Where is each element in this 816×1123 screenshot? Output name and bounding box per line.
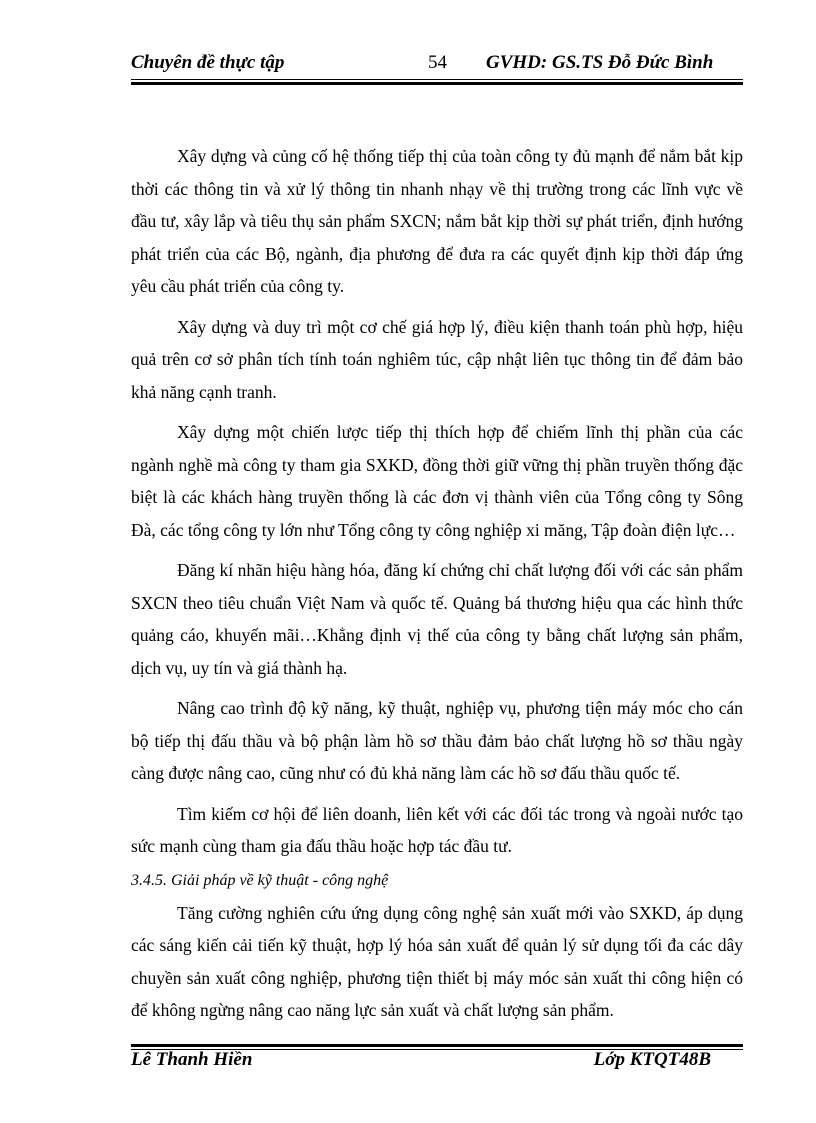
body-paragraph: Xây dựng và củng cố hệ thống tiếp thị của toàn công ty đủ mạnh để nắm bắt kịp thời các thông tin và xử lý thông tin nhanh nhạy về thị trường trong các lĩnh vực về đầu tư, xây lắp và tiêu thụ sản phẩm SXCN; nắm bắt kịp thời sự phát triển, định hướng phát triển của các Bộ, ngành, địa phương để đưa ra các quyết định kịp thời đáp ứng yêu cầu phát triển của công ty. (131, 146, 743, 296)
header-supervisor: GVHD: GS.TS Đỗ Đức Bình (486, 52, 714, 73)
body-paragraph: Tìm kiếm cơ hội để liên doanh, liên kết với các đối tác trong và ngoài nước tạo sức mạnh cùng tham gia đấu thầu hoặc hợp tác đầu tư. (131, 803, 743, 856)
body-paragraph: Tăng cường nghiên cứu ứng dụng công nghệ sản xuất mới vào SXKD, áp dụng các sáng kiến cải tiến kỹ thuật, hợp lý hóa sản xuất để quản lý sử dụng tối đa các dây chuyền sản xuất công nghiệp, phương tiện thiết bị máy móc sản xuất thi công hiện có để không ngừng nâng cao năng lực sản xuất và chất lượng sản phẩm. (131, 902, 743, 1020)
footer-author: Lê Thanh Hiền (131, 1049, 253, 1070)
body-paragraph: Xây dựng một chiến lược tiếp thị thích hợp để chiếm lĩnh thị phần của các ngành nghề mà công ty tham gia SXKD, đồng thời giữ vững thị phần truyền thống đặc biệt là các khách hàng truyền thống là các đơn vị thành viên của Tổng công ty Sông Đà, các tổng công ty lớn như Tổng công ty công nghiệp xi măng, Tập đoàn điện lực… (131, 422, 743, 540)
body-paragraph: Nâng cao trình độ kỹ năng, kỹ thuật, nghiệp vụ, phương tiện máy móc cho cán bộ tiếp thị đấu thầu và bộ phận làm hồ sơ thầu đảm bảo chất lượng hồ sơ thầu ngày càng được nâng cao, cũng như có đủ khả năng làm các hồ sơ đấu thầu quốc tế. (131, 698, 743, 783)
body-paragraph: Đăng kí nhãn hiệu hàng hóa, đăng kí chứng chỉ chất lượng đối với các sản phẩm SXCN theo tiêu chuẩn Việt Nam và quốc tế. Quảng bá thương hiệu qua các hình thức quảng cáo, khuyến mãi…Khẳng định vị thế của công ty bằng chất lượng sản phẩm, dịch vụ, uy tín và giá thành hạ. (131, 560, 743, 678)
page-number: 54 (428, 52, 447, 73)
footer-class: Lớp KTQT48B (593, 1049, 711, 1070)
document-body (131, 140, 743, 1035)
page-header (131, 50, 743, 80)
body-paragraph: Xây dựng và duy trì một cơ chế giá hợp lý, điều kiện thanh toán phù hợp, hiệu quả trên cơ sở phân tích tính toán nghiêm túc, cập nhật liên tục thông tin để đảm bảo khả năng cạnh tranh. (131, 316, 743, 402)
header-rule (131, 79, 743, 85)
page-footer (131, 1049, 743, 1077)
header-document-title: Chuyên đề thực tập (131, 52, 285, 73)
section-heading: 3.4.5. Giải pháp về kỹ thuật - công nghệ (131, 871, 389, 889)
